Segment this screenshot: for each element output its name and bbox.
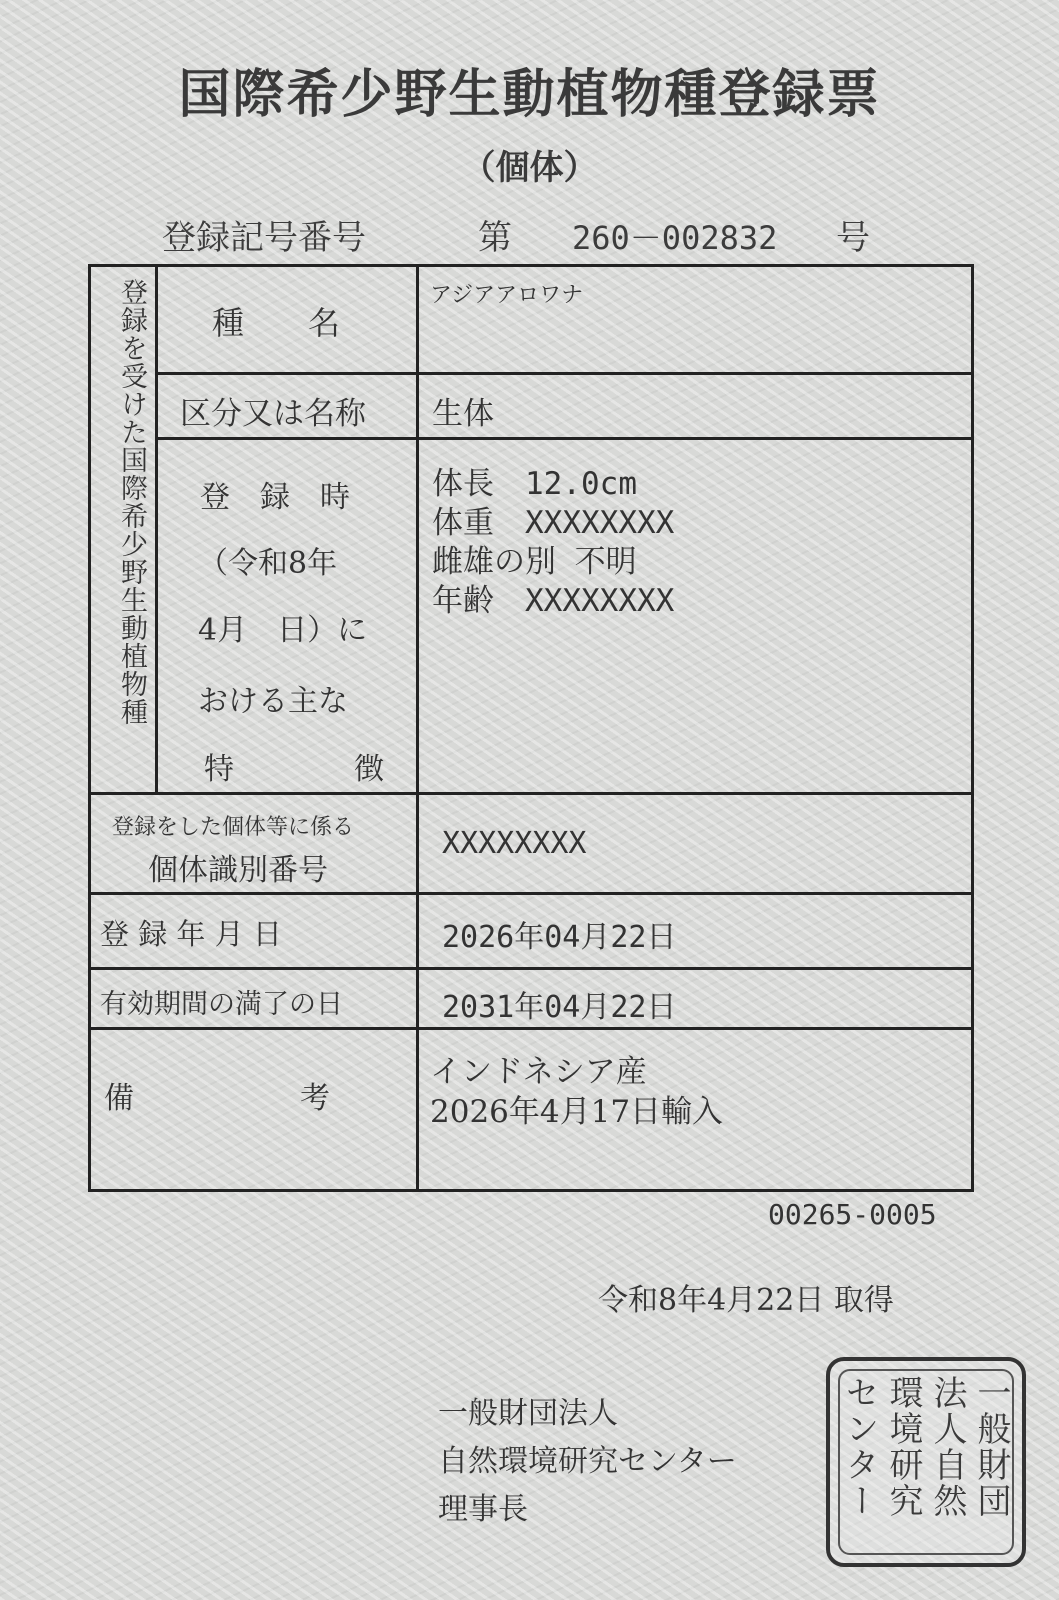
row-divider bbox=[155, 372, 971, 375]
issuer-line-2: 自然環境研究センター bbox=[438, 1444, 737, 1479]
row-divider bbox=[88, 1027, 971, 1030]
remarks-line-2: 2026年4月17日輸入 bbox=[430, 1094, 724, 1130]
registration-number-suffix: 号 bbox=[836, 218, 870, 258]
registration-date-label: 登 録 年 月 日 bbox=[100, 917, 282, 951]
category-value: 生体 bbox=[432, 396, 494, 432]
registration-date-value: 2026年04月22日 bbox=[442, 920, 677, 955]
id-value: XXXXXXXX bbox=[442, 826, 587, 861]
expiry-label: 有効期間の満了の日 bbox=[100, 989, 343, 1020]
remarks-label-2: 考 bbox=[300, 1081, 330, 1116]
species-label: 種 名 bbox=[212, 304, 341, 342]
document-title: 国際希少野生動植物種登録票 bbox=[178, 64, 881, 125]
features-label-line-4: おける主な bbox=[198, 684, 348, 719]
row-divider bbox=[88, 892, 971, 895]
row-divider bbox=[88, 792, 971, 795]
official-seal bbox=[826, 1357, 1026, 1567]
seal-text-column-2: 法人自然 bbox=[927, 1375, 967, 1519]
id-label: 個体識別番号 bbox=[148, 853, 328, 888]
expiry-value: 2031年04月22日 bbox=[442, 990, 677, 1025]
registration-number: 260－002832 bbox=[572, 219, 778, 257]
features-label-line-1: 登 録 時 bbox=[200, 480, 350, 515]
remarks-line-1: インドネシア産 bbox=[430, 1054, 647, 1090]
seal-text-column-1: 一般財団 bbox=[971, 1375, 1011, 1519]
acquired-date: 令和8年4月22日 取得 bbox=[598, 1283, 894, 1318]
features-label-line-5: 特 徴 bbox=[204, 752, 384, 787]
category-label: 区分又は名称 bbox=[180, 396, 366, 432]
feature-sex: 雌雄の別 不明 bbox=[432, 544, 637, 580]
issuer-line-1: 一般財団法人 bbox=[438, 1396, 618, 1431]
row-divider bbox=[155, 437, 971, 440]
registration-number-prefix: 第 bbox=[478, 218, 512, 258]
feature-weight: 体重 XXXXXXXX bbox=[432, 505, 675, 541]
remarks-label-1: 備 bbox=[104, 1081, 134, 1116]
side-label: 登録を受けた国際希少野生動植物種 bbox=[116, 278, 147, 726]
features-label-line-2: （令和8年 bbox=[198, 546, 338, 581]
species-value: アジアアロワナ bbox=[430, 283, 584, 308]
feature-length: 体長 12.0cm bbox=[432, 466, 637, 502]
registration-number-label: 登録記号番号 bbox=[162, 218, 366, 258]
seal-text-column-4: センター bbox=[839, 1375, 879, 1519]
document-subtitle: （個体） bbox=[461, 148, 598, 188]
feature-age: 年齢 XXXXXXXX bbox=[432, 583, 675, 619]
table-divider-vertical bbox=[416, 264, 419, 1189]
serial-number: 00265-0005 bbox=[768, 1198, 937, 1231]
seal-text-column-3: 環境研究 bbox=[883, 1375, 923, 1519]
side-column-divider bbox=[155, 264, 158, 794]
id-label-small: 登録をした個体等に係る bbox=[112, 815, 355, 840]
features-label-line-3: 4月 日）に bbox=[198, 613, 368, 648]
row-divider bbox=[88, 967, 971, 970]
issuer-line-3: 理事長 bbox=[438, 1492, 528, 1527]
